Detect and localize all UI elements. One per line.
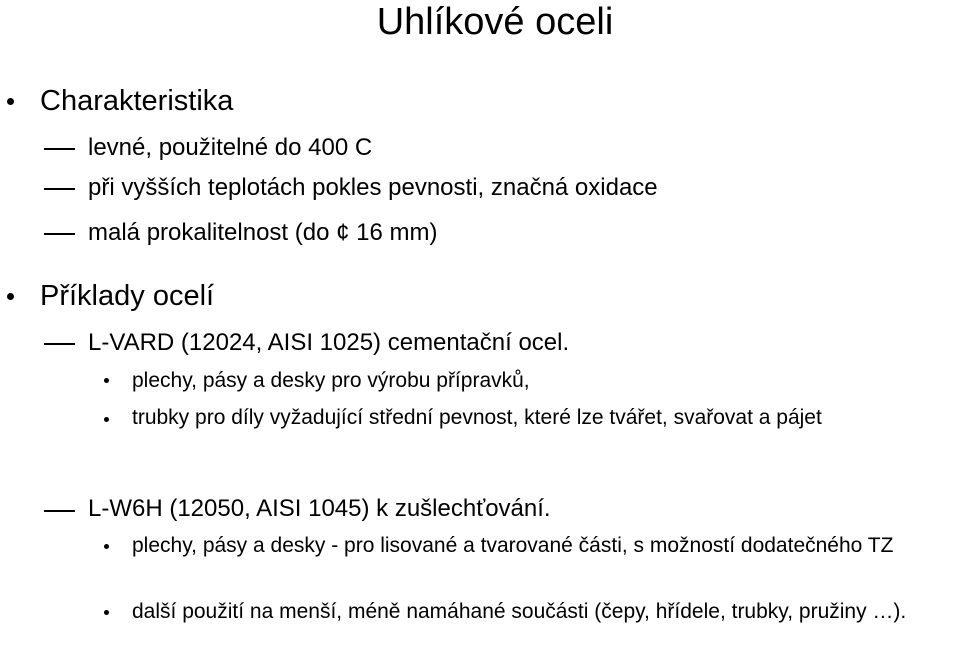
section-heading-characteristics: Charakteristika — [40, 85, 234, 117]
bullet-icon — [104, 544, 109, 549]
sub-list-item: další použití na menší, méně namáhané součásti (čepy, hřídele, trubky, pružiny …). — [132, 600, 907, 623]
sub-list-item: trubky pro díly vyžadující střední pevnost, které lze tvářet, svařovat a pájet — [132, 406, 822, 429]
sub-list-item: plechy, pásy a desky pro výrobu přípravků, — [132, 369, 530, 392]
list-item: malá prokalitelnost (do ¢ 16 mm) — [88, 219, 438, 246]
list-item: při vyšších teplotách pokles pevnosti, značná oxidace — [88, 174, 658, 201]
list-item: L-VARD (12024, AISI 1025) cementační ocel. — [88, 329, 570, 356]
dash-icon — [44, 148, 75, 150]
bullet-icon — [104, 378, 109, 383]
bullet-icon — [104, 417, 109, 422]
section-heading-steel-examples: Příklady ocelí — [40, 280, 215, 312]
slide-title: Uhlíkové oceli — [376, 1, 614, 43]
bullet-icon — [7, 98, 14, 105]
dash-icon — [44, 233, 75, 235]
dash-icon — [44, 188, 75, 190]
dash-icon — [44, 510, 75, 512]
bullet-icon — [104, 610, 109, 615]
list-item: levné, použitelné do 400 C — [88, 134, 373, 161]
list-item: L-W6H (12050, AISI 1045) k zušlechťování. — [88, 495, 551, 522]
bullet-icon — [7, 293, 14, 300]
sub-list-item: plechy, pásy a desky - pro lisované a tvarované části, s možností dodatečného TZ — [132, 534, 894, 557]
dash-icon — [44, 343, 75, 345]
